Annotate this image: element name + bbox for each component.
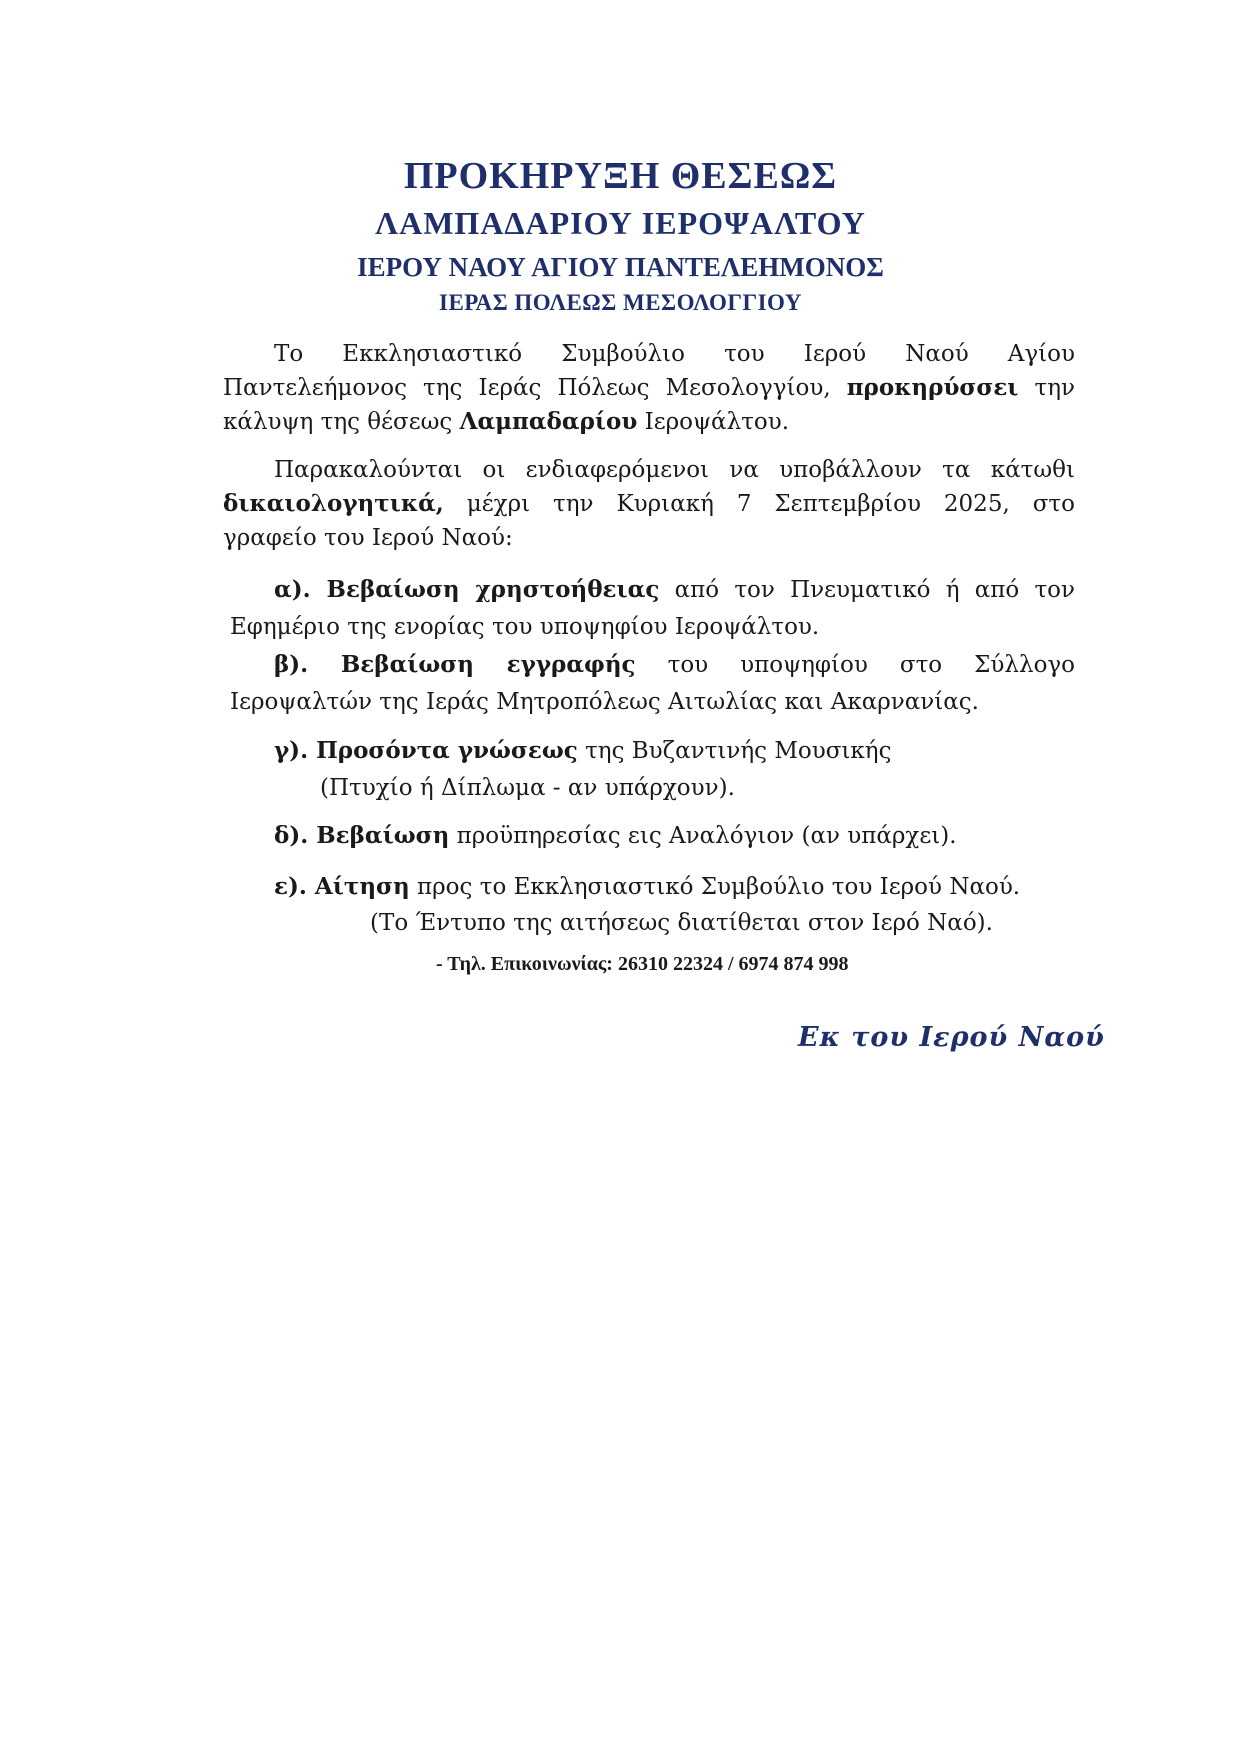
- closing-signature: Εκ του Ιερού Ναού: [798, 1022, 1105, 1053]
- request-paragraph: [223, 453, 1075, 555]
- request-line-1: Παρακαλούνται οι ενδιαφερόμενοι να υποβάλλουν τα κάτωθι: [274, 457, 1075, 483]
- item-c-label: γ). Προσόντα γνώσεως: [274, 737, 578, 764]
- request-line-3: γραφείο του Ιερού Ναού:: [223, 525, 513, 551]
- item-b-label: β). Βεβαίωση εγγραφής: [274, 651, 636, 678]
- contact-phone: - Τηλ. Επικοινωνίας: 26310 22324 / 6974 874 998: [436, 953, 849, 975]
- title-city: ΙΕΡΑΣ ΠΟΛΕΩΣ ΜΕΣΟΛΟΓΓΙΟΥ: [439, 290, 802, 315]
- item-c-continuation: (Πτυχίο ή Δίπλωμα - αν υπάρχουν).: [320, 775, 735, 801]
- item-b: [274, 648, 1075, 682]
- intro-line-2: Παντελεήμονος της Ιεράς Πόλεως Μεσολογγίου, προκηρύσσει την: [223, 374, 1075, 401]
- item-e-text: προς το Εκκλησιαστικό Συμβούλιο του Ιερού Ναού.: [417, 874, 1021, 900]
- item-b-continuation: Ιεροψαλτών της Ιεράς Μητροπόλεως Αιτωλίας και Ακαρνανίας.: [230, 689, 979, 715]
- item-e: [274, 869, 1020, 905]
- item-d-label: δ). Βεβαίωση: [274, 822, 450, 849]
- request-line-2: δικαιολογητικά, μέχρι την Κυριακή 7 Σεπτεμβρίου 2025, στο: [223, 490, 1075, 517]
- item-d: [274, 818, 957, 854]
- item-a-label: α). Βεβαίωση χρηστοήθειας: [274, 576, 660, 603]
- intro-paragraph: [223, 337, 1075, 439]
- item-a-text: από τον Πνευματικό ή από τον: [674, 577, 1076, 603]
- item-e-label: ε). Αίτηση: [274, 873, 410, 900]
- intro-line-3: κάλυψη της θέσεως Λαμπαδαρίου Ιεροψάλτου.: [223, 408, 790, 435]
- title-church: ΙΕΡΟΥ ΝΑΟΥ ΑΓΙΟΥ ΠΑΝΤΕΛΕΗΜΟΝΟΣ: [357, 252, 884, 282]
- title-announcement: ΠΡΟΚΗΡΥΞΗ ΘΕΣΕΩΣ: [403, 155, 838, 197]
- item-c-text: της Βυζαντινής Μουσικής: [585, 738, 892, 764]
- item-b-text: του υποψηφίου στο Σύλλογο: [667, 652, 1076, 678]
- item-a-continuation: Εφημέριο της ενορίας του υποψηφίου Ιεροψάλτου.: [230, 614, 820, 640]
- item-e-continuation: (Το Έντυπο της αιτήσεως διατίθεται στον Ιερό Ναό).: [370, 910, 993, 936]
- intro-line-1: Το Εκκλησιαστικό Συμβούλιο του Ιερού Ναού Αγίου: [274, 341, 1075, 367]
- item-a: [274, 573, 1075, 607]
- item-d-text: προϋπηρεσίας εις Αναλόγιον (αν υπάρχει).: [456, 823, 957, 849]
- title-position: ΛΑΜΠΑΔΑΡΙΟΥ ΙΕΡΟΨΑΛΤΟΥ: [375, 205, 866, 241]
- item-c: [274, 733, 891, 769]
